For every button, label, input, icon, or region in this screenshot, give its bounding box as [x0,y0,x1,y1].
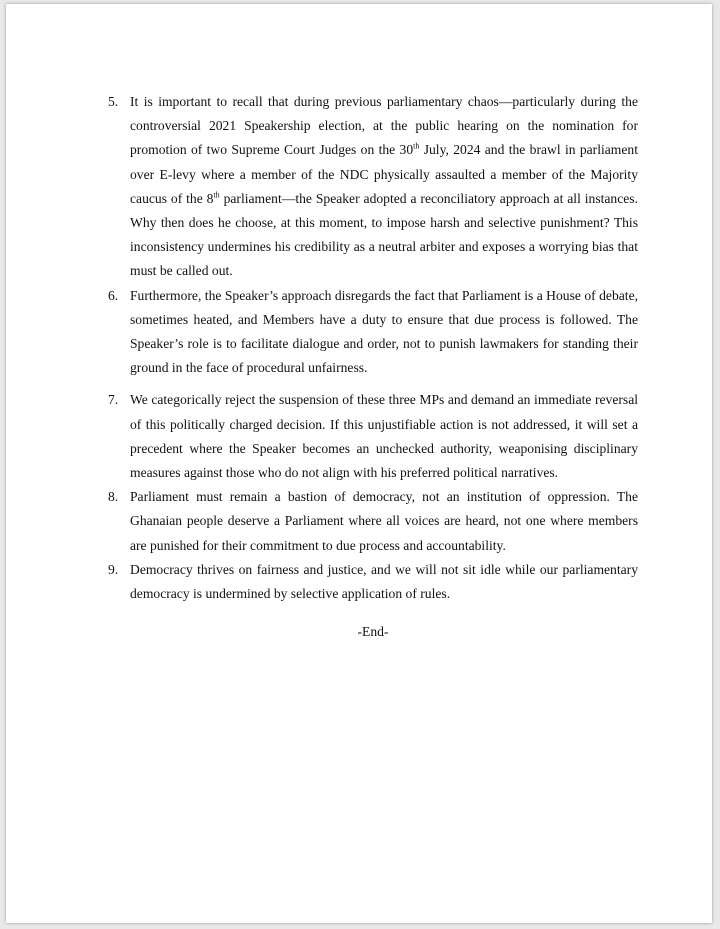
item-text: Furthermore, the Speaker’s approach disregards the fact that Parliament is a House of debate, sometimes heated, and Members have a duty to ensure that due process is followed. The Speaker’s role is to facilitate dialogue and order, not to punish lawmakers for standing their ground in the face of procedural unfairness. [130,287,638,376]
document-body [108,90,638,644]
item-number: 9. [108,561,119,577]
item-text: Democracy thrives on fairness and justice, and we will not sit idle while our parliamentary democracy is undermined by selective application of rules. [130,561,638,602]
item-number: 5. [108,94,119,109]
item-number: 6. [108,287,119,303]
item-text: It is important to recall that during previous parliamentary chaos—particularly during the controversial 2021 Speakership election, at the public hearing on the nomination for promotion of two Supreme Court Judges on the 30th July, 2024 and the brawl in parliament over E-levy where a member of the NDC physically assaulted a member of the Majority caucus of the 8th parliament—the Speaker adopted a reconciliatory approach at all instances. Why then does he choose, at this moment, to impose harsh and selective punishment? This inconsistency undermines his credibility as a neutral arbiter and exposes a worrying bias that must be called out. [130,94,638,279]
list-item [108,485,638,558]
list-item [108,90,638,284]
item-number: 7. [108,392,119,408]
item-number: 8. [108,489,119,505]
document-page [6,4,712,923]
list-item [108,558,638,606]
list-item [108,284,638,381]
end-marker: -End- [357,624,389,640]
item-text: We categorically reject the suspension of these three MPs and demand an immediate reversal of this politically charged decision. If this unjustifiable action is not addressed, it will set a precedent where the Speaker becomes an unchecked authority, weaponising disciplinary measures against those who do not align with his preferred political narratives. [130,392,638,481]
list-item [108,388,638,485]
item-text: Parliament must remain a bastion of democracy, not an institution of oppression. The Ghanaian people deserve a Parliament where all voices are heard, not one where members are punished for their commitment to due process and accountability. [130,489,638,553]
